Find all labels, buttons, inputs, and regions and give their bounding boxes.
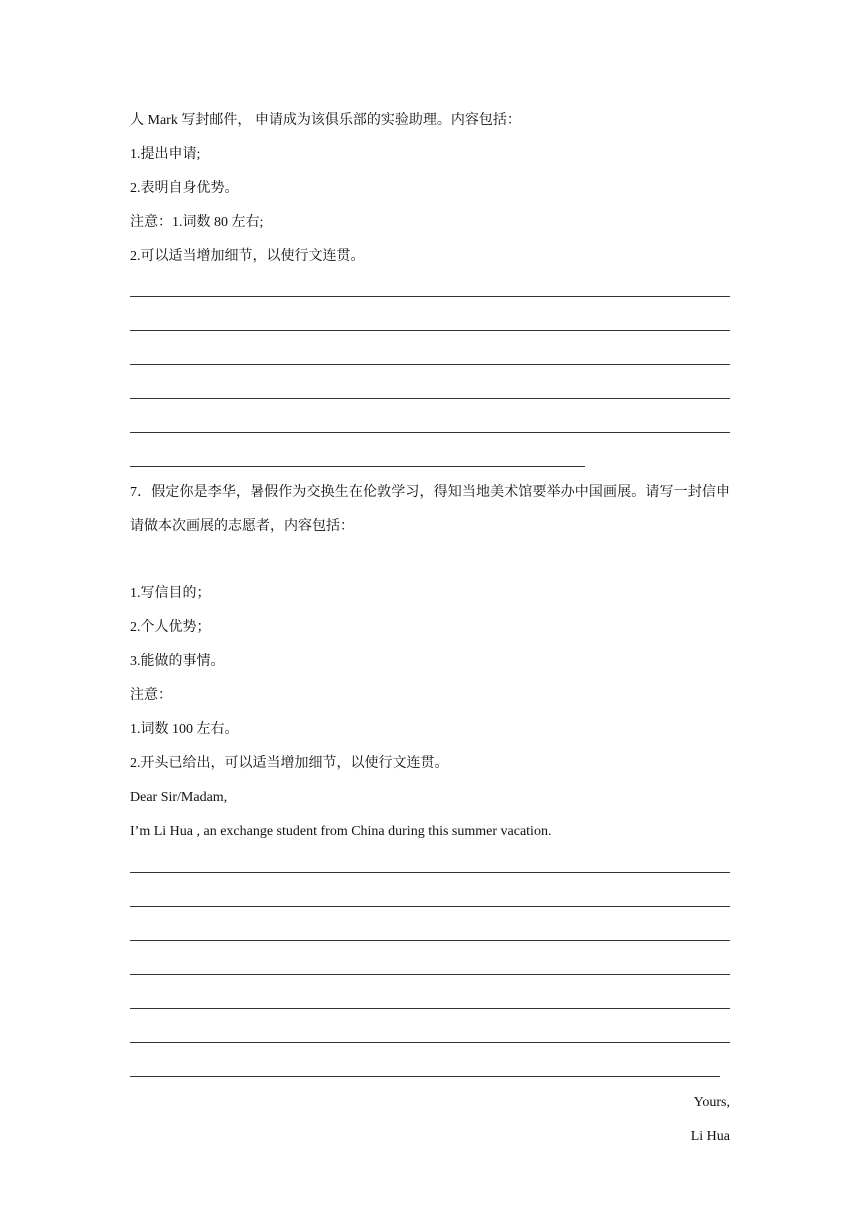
answer-line [130,940,730,941]
answer-line [130,1042,730,1043]
section2-item-3: 3.能做的事情。 [130,654,225,669]
answer-line [130,364,730,365]
answer-line [130,466,585,467]
document-page [130,0,730,1216]
section2-note-label: 注意： [130,688,172,703]
letter-greeting: Dear Sir/Madam, [130,790,228,805]
answer-line [130,906,730,907]
section1-item-2: 2.表明自身优势。 [130,181,239,196]
answer-line [130,330,730,331]
answer-line [130,432,730,433]
letter-signature: Li Hua [690,1129,730,1144]
section1-intro: 人 Mark 写封邮件， 申请成为该俱乐部的实验助理。内容包括： [130,113,521,128]
answer-line [130,296,730,297]
letter-opening: I’m Li Hua , an exchange student from China during this summer vacation. [130,824,552,839]
section1-note-2: 2.可以适当增加细节，以使行文连贯。 [130,249,365,264]
section1-item-1: 1.提出申请; [130,147,201,162]
section2-note-1: 1.词数 100 左右。 [130,722,239,737]
section2-item-1: 1.写信目的； [130,586,211,601]
answer-line [130,974,730,975]
section2-item-2: 2.个人优势； [130,620,211,635]
section2-note-2: 2.开头已给出，可以适当增加细节，以使行文连贯。 [130,756,449,771]
section1-note-1: 注意：1.词数 80 左右; [130,215,264,230]
question-7-prompt: 7．假定你是李华，暑假作为交换生在伦敦学习，得知当地美术馆要举办中国画展。请写一封信申请做本次画展的志愿者，内容包括： [130,485,730,534]
answer-line [130,872,730,873]
answer-line [130,1076,720,1077]
answer-line [130,398,730,399]
answer-line [130,1008,730,1009]
letter-closing: Yours, [693,1095,730,1110]
